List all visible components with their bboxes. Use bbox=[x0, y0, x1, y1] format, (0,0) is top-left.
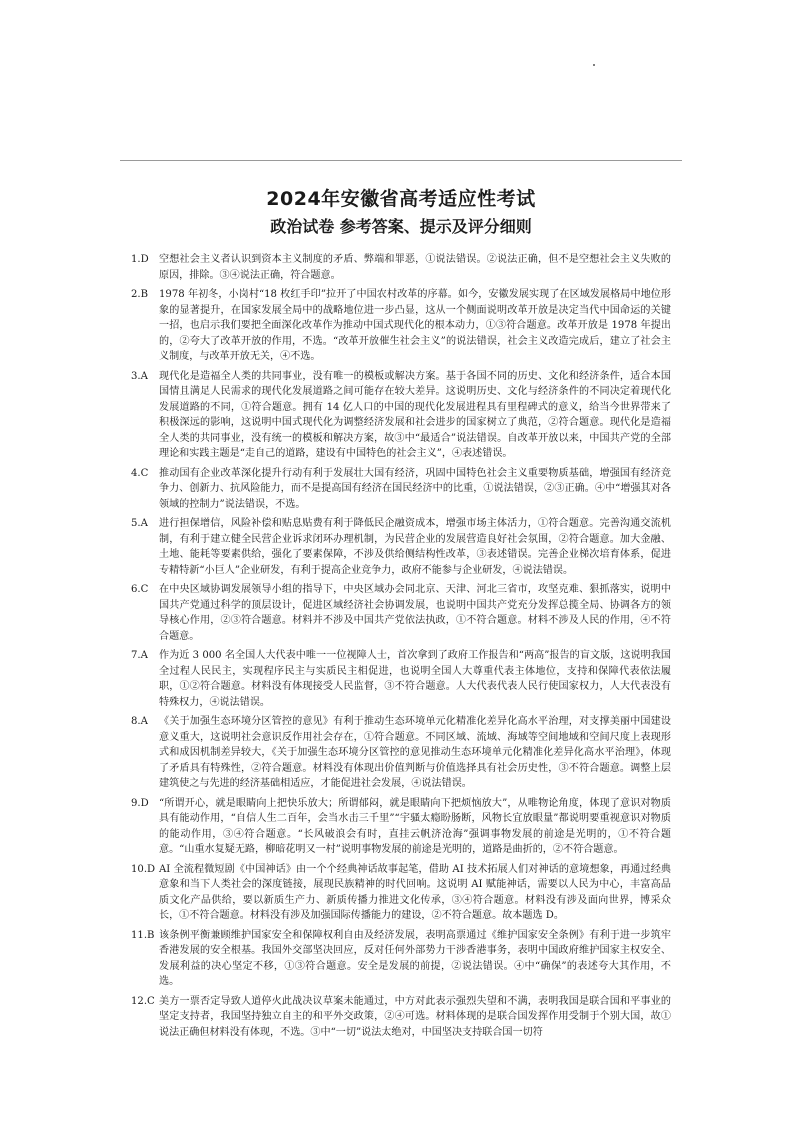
answer-item bbox=[131, 582, 671, 644]
answer-number: 4.C bbox=[131, 467, 149, 479]
answer-explanation: 在中央区域协调发展领导小组的指导下，中央区域办会同北京、天津、河北三省市，攻坚克难、狠抓落实，说明中国共产党通过科学的顶层设计，促进区域经济社会协调发展，也说明中国共产党充分发挥总揽全局、协调各方的领导核心作用，②③符合题意。材料并不涉及中国共产党依法执政，①不符合题意。材料不涉及人民的作用，④不符合题意。 bbox=[159, 584, 671, 642]
scan-speck bbox=[593, 64, 595, 66]
answer-number: 2.B bbox=[131, 289, 149, 300]
answer-number: 11.B bbox=[131, 929, 155, 941]
answer-explanation: “所谓开心，就是眼睛向上把快乐放大；所谓郁闷，就是眼睛向下把烦恼放大”，从唯物论角度，体现了意识对物质具有能动作用，“自信人生二百年，会当水击三千里”“宇骚太瘾盼肠断，风物长宜放眼量”都说明要重视意识对物质的能动作用，③④符合题意。“长风破浪会有时，直挂云帆济沧海”强调事物发展的前途是光明的，①不符合题意。“山重水复疑无路，柳暗花明又一村”说明事物发展的前途是光明的，道路是曲折的，②不符合题意。 bbox=[159, 797, 671, 855]
answer-item bbox=[131, 252, 671, 283]
answer-number: 9.D bbox=[131, 797, 149, 809]
answer-number: 8.A bbox=[131, 716, 148, 727]
answer-item bbox=[131, 714, 671, 792]
answer-number: 12.C bbox=[131, 995, 155, 1007]
answer-item bbox=[131, 862, 671, 924]
page-subtitle: 政治试卷 参考答案、提示及评分细则 bbox=[270, 217, 532, 236]
answer-number: 6.C bbox=[131, 584, 149, 595]
page-title: 2024年安徽省高考适应性考试 bbox=[266, 188, 536, 210]
answer-number: 7.A bbox=[131, 650, 148, 661]
answer-explanation: 《关于加强生态环境分区管控的意见》有利于推动生态环境单元化精准化差异化高水平治理，对支撑美丽中国建设意义重大，这说明社会意识反作用社会存在，①符合题意。不同区域、流域、海域等空间地域和空间尺度上表现形式和成因机制差异较大，《关于加强生态环境分区管控的意见推动生态环境单元化精准化差异化高水平治理》，体现了矛盾具有特殊性，②符合题意。材料没有体现出价值判断与价值选择具有社会历史性，③不符合题意。调整上层建筑使之与先进的经济基础相适应，才能促进社会发展，④说法错误。 bbox=[159, 716, 671, 789]
answer-item bbox=[131, 994, 671, 1041]
answer-number: 5.A bbox=[131, 518, 148, 529]
answer-explanation: 推动国有企业改革深化提升行动有利于发展壮大国有经济，巩固中国特色社会主义重要物质基础，增强国有经济竞争力、创新力、抗风险能力，而不是提高国有经济在国民经济中的比重，①说法错误，②③正确。④中“增强其对各领域的控制力”说法错误，不选。 bbox=[159, 467, 671, 510]
answer-item bbox=[131, 648, 671, 710]
answer-item bbox=[131, 369, 671, 462]
answer-explanation: 进行担保增信，风险补偿和贴息贴费有利于降低民企融资成本，增强市场主体活力，①符合题意。完善沟通交流机制，有利于建立健全民营企业诉求闭环办理机制，为民营企业的发展营造良好社会氛围，②符合题意。加大金融、土地、能耗等要素供给，强化了要素保障，不涉及供给侧结构性改革，③表述错误。完善企业梯次培育体系，促进专精特新“小巨人”企业研发，有利于提高企业竞争力，政府不能参与企业研发，④说法错误。 bbox=[159, 518, 671, 576]
document-page bbox=[131, 186, 671, 1044]
answer-item bbox=[131, 287, 671, 365]
answer-explanation: 美方一票否定导致人道停火此战决议草案未能通过，中方对此表示强烈失望和不满，表明我国是联合国和平事业的坚定支持者，我国坚持独立自主的和平外交政策，②④可选。材料体现的是联合国发挥作用受制于个别大国，故①说法正确但材料没有体现，不选。③中“一切”说法太绝对，中国坚决支持联合国一切符 bbox=[159, 995, 671, 1038]
answer-explanation: 作为近 3 000 名全国人大代表中唯一一位视障人士，首次拿到了政府工作报告和“两高”报告的盲文版，这说明我国全过程人民民主，实现程序民主与实质民主相促进，也说明全国人大尊重代表主体地位，支持和保障代表依法履职，①②符合题意。材料没有体现接受人民监督，③不符合题意。人大代表代表人民行使国家权力，人大代表没有特殊权力，④说法错误。 bbox=[159, 650, 671, 708]
answer-explanation: 1978 年初冬，小岗村“18 枚红手印”拉开了中国农村改革的序幕。如今，安徽发展实现了在区域发展格局中地位形象的显著提升，在国家发展全局中的战略地位进一步凸显，这从一个侧面说明改革开放是决定当代中国命运的关键一招，也启示我们要把全面深化改革作为推动中国式现代化的根本动力，①③符合题意。改革开放是 1978 年提出的，②夸大了改革开放的作用，不选。“改革开放催生社会主义”的说法错误，社会主义改造完成后，建立了社会主义制度，与改革开放无关，④不选。 bbox=[159, 289, 671, 362]
header-rule bbox=[120, 160, 682, 161]
answer-item bbox=[131, 796, 671, 858]
answer-number: 10.D bbox=[131, 863, 156, 875]
answer-number: 1.D bbox=[131, 254, 149, 265]
answer-list bbox=[131, 252, 671, 1040]
answer-number: 3.A bbox=[131, 370, 148, 382]
answer-item bbox=[131, 516, 671, 578]
answer-explanation: 该条例平衡兼顾维护国家安全和保障权利自由及经济发展，表明高票通过《维护国家安全条例》有利于进一步筑牢香港发展的安全根基。我国外交部坚决回应，反对任何外部势力干涉香港事务，表明中国政府维护国家主权安全、发展利益的决心坚定不移，①③符合题意。安全是发展的前提，②说法错误。④中“确保”的表述夸大其作用，不选。 bbox=[159, 929, 671, 987]
answer-explanation: AI 全流程微短剧《中国神话》由一个个经典神话故事起笔，借助 AI 技术拓展人们对神话的意境想象，再通过经典意象和当下人类社会的深度链接，展现民族精神的时代回响。这说明 AI 赋能神话，需要以人民为中心，丰富高品质文化产品供给，要以新质生产力、新质传播力推进文化传承，③④符合题意。材料没有涉及面向世界，博采众长，①不符合题意。材料没有涉及加强国际传播能力的建设，②不符合题意。故本题选 D。 bbox=[159, 863, 671, 921]
answer-item bbox=[131, 466, 671, 513]
answer-explanation: 现代化是造福全人类的共同事业，没有唯一的模板或解决方案。基于各国不同的历史、文化和经济条件，适合本国国情且满足人民需求的现代化发展道路之间可能存在较大差异。这说明历史、文化与经济条件的不同决定着现代化发展道路的不同，①符合题意。拥有 14 亿人口的中国的现代化发展进程具有里程碑式的意义，给当今世界带来了积极深远的影响，这说明中国式现代化为调整经济发展和社会进步的国家树立了典范，②符合题意。现代化是造福全人类的共同事业，没有统一的模板和解决方案，故③中“最适合”说法错误。自改革开放以来，中国共产党的全部理论和实践主题是“走自己的道路，建设有中国特色的社会主义”，④表述错误。 bbox=[159, 370, 671, 459]
answer-item bbox=[131, 928, 671, 990]
answer-explanation: 空想社会主义者认识到资本主义制度的矛盾、弊端和罪恶，①说法错误。②说法正确，但不是空想社会主义失败的原因，排除。③④说法正确，符合题意。 bbox=[159, 254, 671, 281]
